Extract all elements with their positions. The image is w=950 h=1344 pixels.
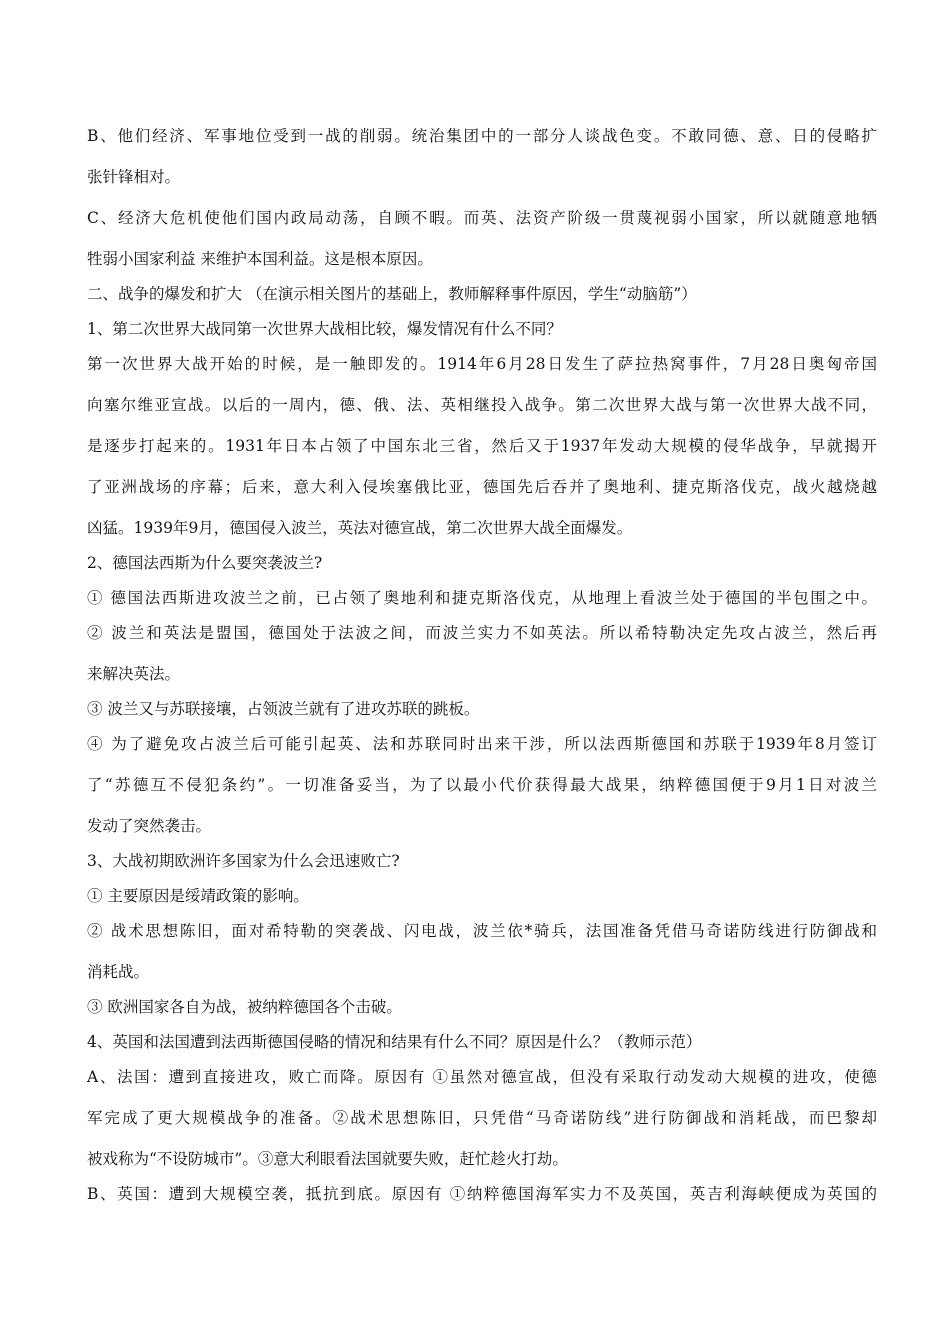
text-line: 向塞尔维亚宣战。以后的一周内，德、俄、法、英相继投入战争。第二次世界大战与第一次世界大战不同， bbox=[87, 396, 877, 414]
list-item: ③ 波兰又与苏联接壤，占领波兰就有了进攻苏联的跳板。 bbox=[87, 700, 480, 718]
text-line: 消耗战。 bbox=[87, 963, 150, 981]
text-line: 是逐步打起来的。1931年日本占领了中国东北三省，然后又于1937年发动大规模的侵华战争，早就揭开 bbox=[87, 437, 877, 455]
question-heading: 1、第二次世界大战同第一次世界大战相比较，爆发情况有什么不同？ bbox=[87, 320, 562, 338]
text-line: 发动了突然袭击。 bbox=[87, 817, 212, 835]
question-heading: 4、英国和法国遭到法西斯德国侵略的情况和结果有什么不同？原因是什么？（教师示范） bbox=[87, 1033, 702, 1051]
text-line: 张针锋相对。 bbox=[87, 168, 181, 186]
list-item: ② 战术思想陈旧，面对希特勒的突袭战、闪电战，波兰依*骑兵，法国准备凭借马奇诺防线进行防御战和 bbox=[87, 922, 877, 940]
list-item: ① 德国法西斯进攻波兰之前，已占领了奥地利和捷克斯洛伐克，从地理上看波兰处于德国的半包围之中。 bbox=[87, 589, 877, 607]
text-line: B、他们经济、军事地位受到一战的削弱。统治集团中的一部分人谈战色变。不敢同德、意、日的侵略扩 bbox=[87, 127, 877, 145]
text-line: 凶猛。1939年9月，德国侵入波兰，英法对德宣战，第二次世界大战全面爆发。 bbox=[87, 519, 633, 537]
text-line: 第一次世界大战开始的时候，是一触即发的。1914年6月28日发生了萨拉热窝事件，7月28日奥匈帝国 bbox=[87, 355, 877, 373]
text-line: 被戏称为“不设防城市”。③意大利眼看法国就要失败，赶忙趁火打劫。 bbox=[87, 1150, 568, 1168]
list-item: ③ 欧洲国家各自为战，被纳粹德国各个击破。 bbox=[87, 998, 402, 1016]
document-body bbox=[87, 126, 877, 1204]
text-line: 了“苏德互不侵犯条约”。一切准备妥当，为了以最小代价获得最大战果，纳粹德国便于9月1日对波兰 bbox=[87, 776, 877, 794]
text-line: 来解决英法。 bbox=[87, 665, 181, 683]
list-item: B、英国：遭到大规模空袭，抵抗到底。原因有 ①纳粹德国海军实力不及英国，英吉利海峡便成为英国的 bbox=[87, 1185, 877, 1203]
text-line: 牲弱小国家利益 来维护本国利益。这是根本原因。 bbox=[87, 250, 433, 268]
question-heading: 2、德国法西斯为什么要突袭波兰? bbox=[87, 554, 323, 572]
text-line: 了亚洲战场的序幕；后来，意大利入侵埃塞俄比亚，德国先后吞并了奥地利、捷克斯洛伐克，战火越烧越 bbox=[87, 478, 877, 496]
list-item: A、法国：遭到直接进攻，败亡而降。原因有 ①虽然对德宣战，但没有采取行动发动大规模的进攻，使德 bbox=[87, 1068, 877, 1086]
section-heading: 二、战争的爆发和扩大 （在演示相关图片的基础上，教师解释事件原因，学生“动脑筋”） bbox=[87, 285, 697, 303]
list-item: ① 主要原因是绥靖政策的影响。 bbox=[87, 887, 309, 905]
question-heading: 3、大战初期欧洲许多国家为什么会迅速败亡? bbox=[87, 852, 400, 870]
list-item: ④ 为了避免攻占波兰后可能引起英、法和苏联同时出来干涉，所以法西斯德国和苏联于1939年8月签订 bbox=[87, 735, 877, 753]
text-line: C、经济大危机使他们国内政局动荡，自顾不暇。而英、法资产阶级一贯蔑视弱小国家，所以就随意地牺 bbox=[87, 209, 877, 227]
text-line: 军完成了更大规模战争的准备。②战术思想陈旧，只凭借“马奇诺防线”进行防御战和消耗战，而巴黎却 bbox=[87, 1109, 877, 1127]
list-item: ② 波兰和英法是盟国，德国处于法波之间，而波兰实力不如英法。所以希特勒决定先攻占波兰，然后再 bbox=[87, 624, 877, 642]
